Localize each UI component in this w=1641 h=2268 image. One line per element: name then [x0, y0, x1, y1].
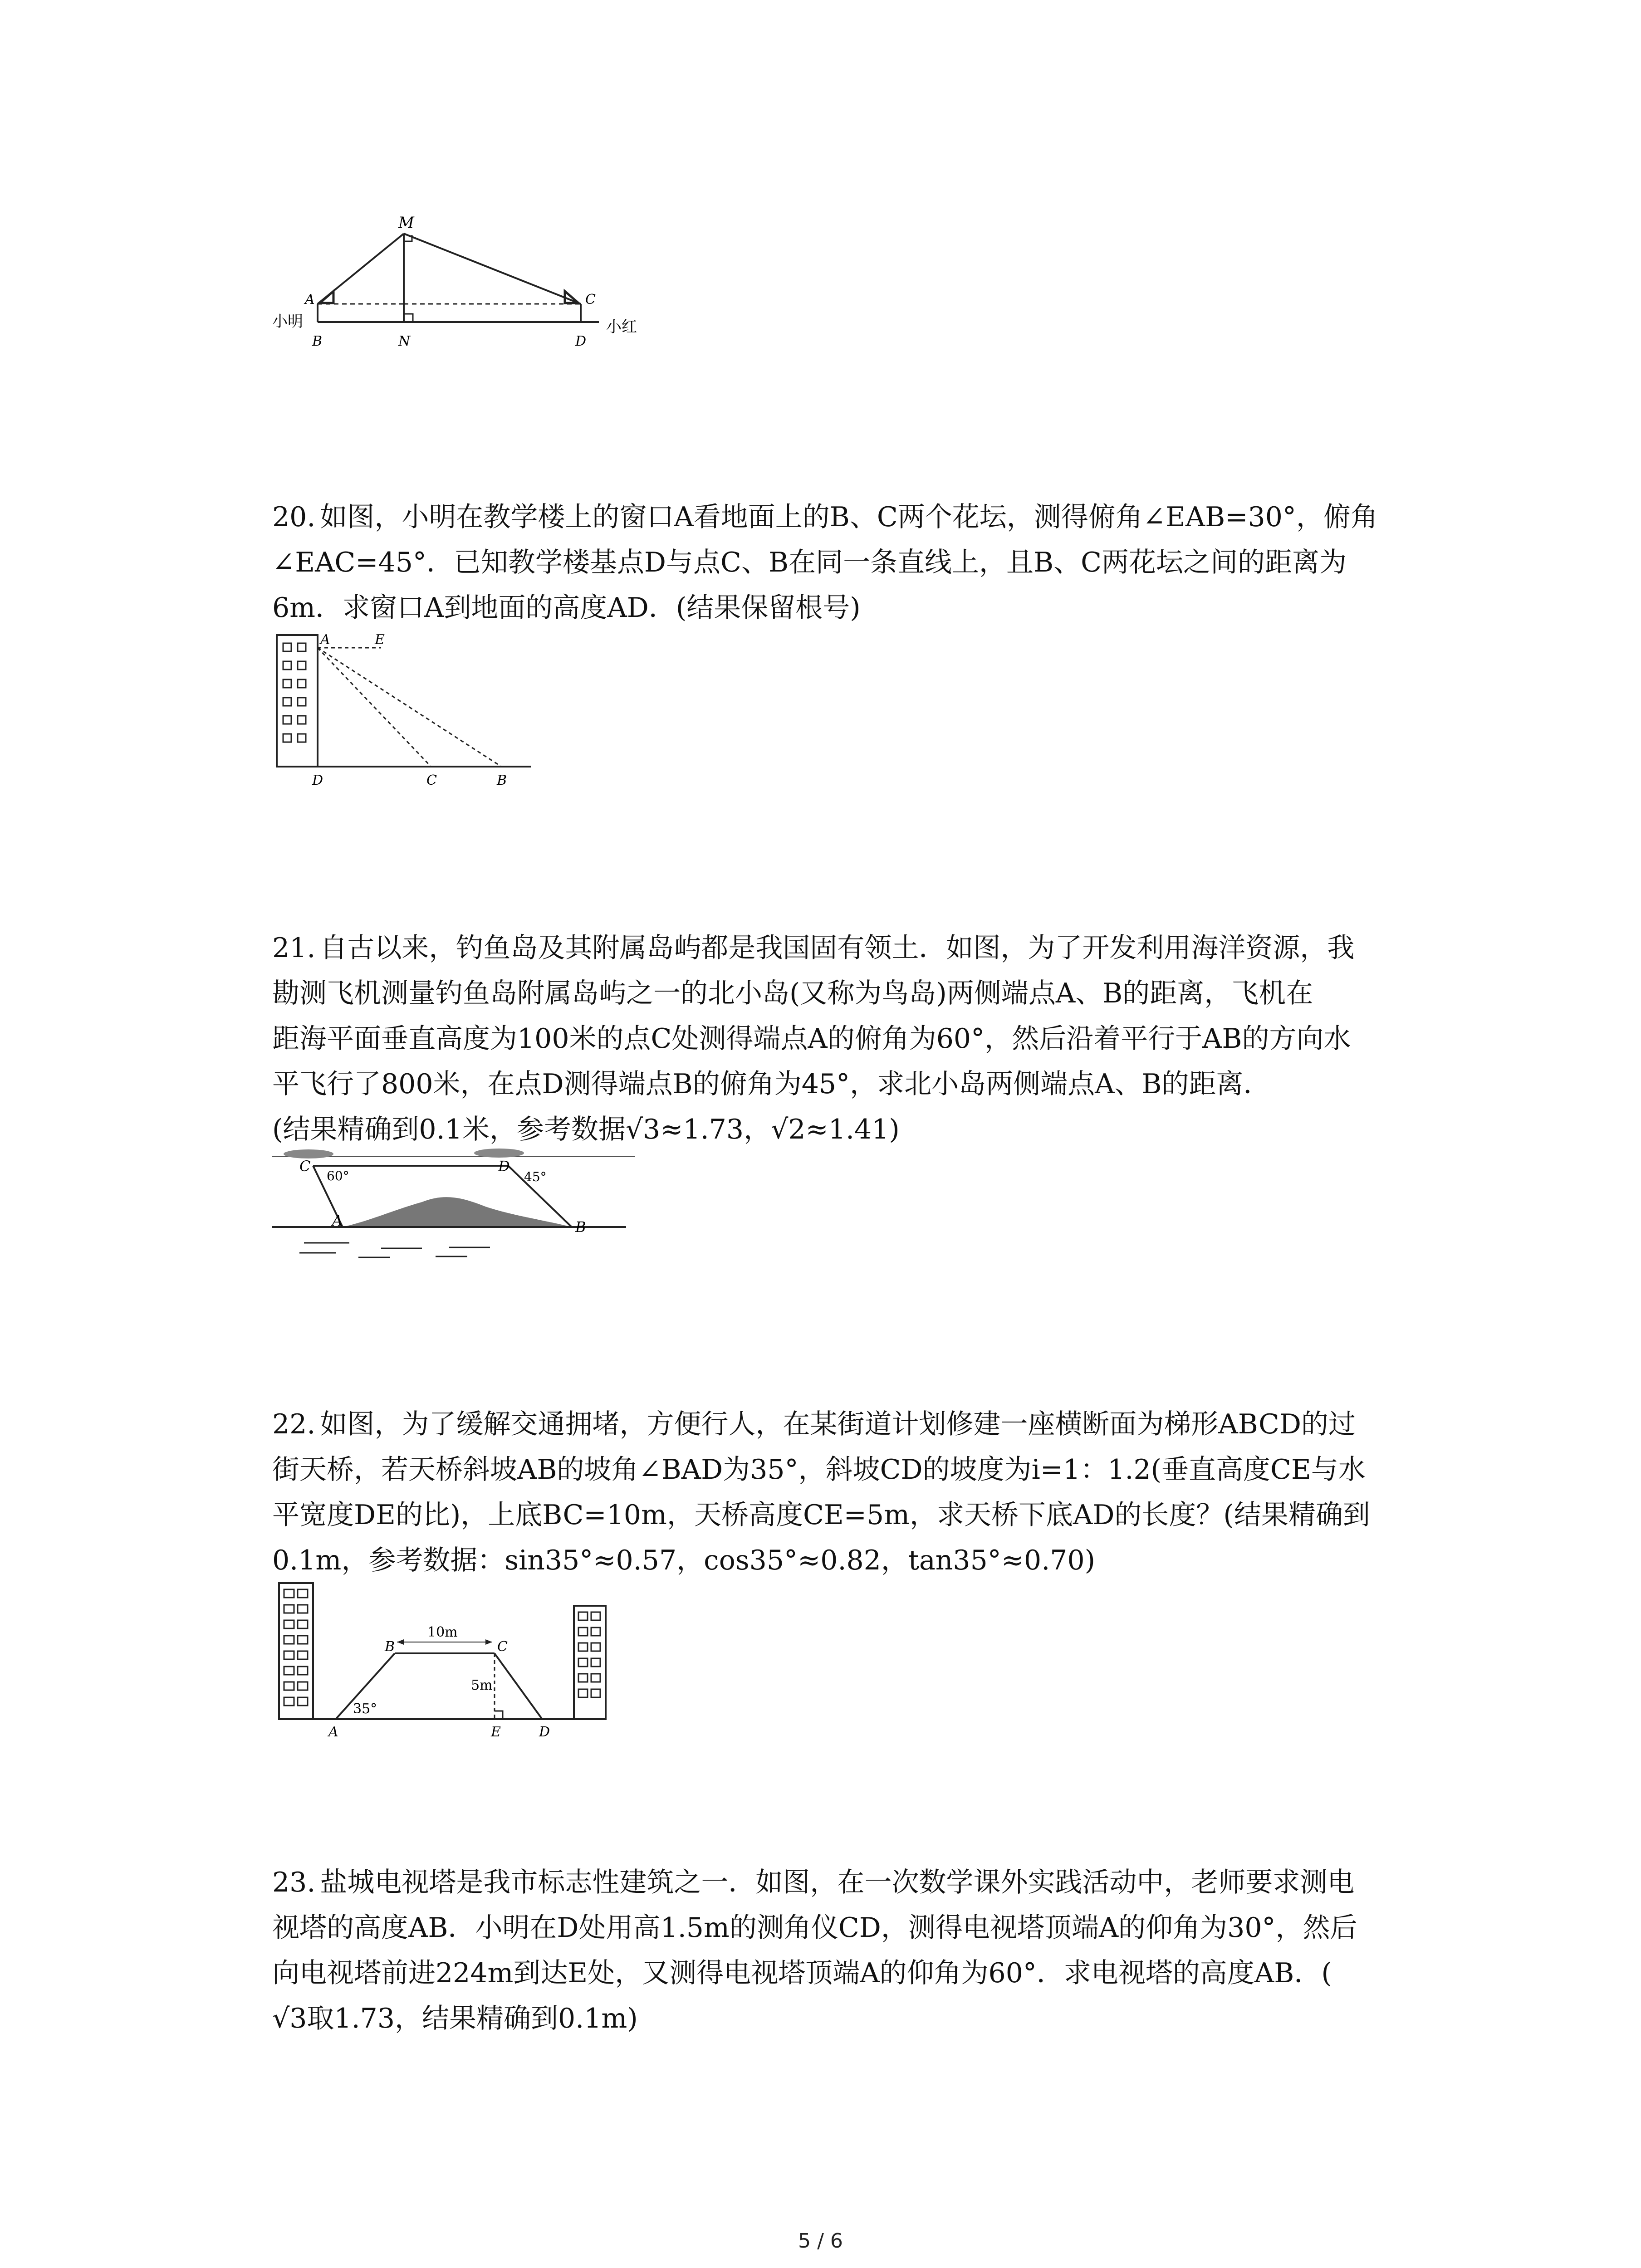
- label-c: C: [426, 772, 437, 788]
- figure-22: [272, 1579, 626, 1742]
- question-number: 21.: [272, 932, 316, 964]
- question-line: ∠EAC=45°．已知教学楼基点D与点C、B在同一条直线上，且B、C两花坛之间的距离为: [272, 547, 1347, 578]
- label-a: A: [305, 292, 315, 308]
- label-b: B: [497, 772, 507, 788]
- page-number: 5 / 6: [798, 2229, 843, 2253]
- windows: [283, 643, 306, 742]
- label-d: D: [539, 1724, 550, 1740]
- figure-19: [254, 213, 662, 376]
- question-line: 向电视塔前进224m到达E处，又测得电视塔顶端A的仰角为60°．求电视塔的高度AB．(: [272, 1957, 1332, 1989]
- question-line: 勘测飞机测量钓鱼岛附属岛屿之一的北小岛(又称为鸟岛)两侧端点A、B的距离，飞机在: [272, 978, 1313, 1009]
- label-e: E: [375, 632, 385, 648]
- figure-21: [272, 1143, 635, 1279]
- label-angle: 35°: [353, 1701, 377, 1717]
- question-line: 自古以来，钓鱼岛及其附属岛屿都是我国固有领土．如图，为了开发利用海洋资源，我: [320, 932, 1355, 964]
- question-line: 盐城电视塔是我市标志性建筑之一．如图，在一次数学课外实践活动中，老师要求测电: [320, 1867, 1355, 1898]
- label-a: A: [328, 1724, 338, 1740]
- label-c: C: [497, 1639, 508, 1655]
- question-number: 22.: [272, 1408, 316, 1440]
- question-line: 如图，小明在教学楼上的窗口A看地面上的B、C两个花坛，测得俯角∠EAB=30°，俯角: [320, 501, 1378, 533]
- label-b: B: [312, 333, 323, 349]
- label-c: C: [299, 1158, 311, 1175]
- label-d: D: [312, 772, 323, 788]
- protractor-a: [320, 291, 333, 303]
- label-angle45: 45°: [524, 1169, 547, 1184]
- label-e: E: [491, 1724, 501, 1740]
- question-line: 距海平面垂直高度为100米的点C处测得端点A的俯角为60°，然后沿着平行于AB的方向水: [272, 1023, 1351, 1055]
- question-line: (结果精确到0.1米，参考数据√3≈1.73，√2≈1.41): [272, 1114, 900, 1145]
- question-line: 平宽度DE的比)，上底BC=10m，天桥高度CE=5m，求天桥下底AD的长度？(结果精确到: [272, 1499, 1370, 1531]
- label-height: 5m: [471, 1677, 493, 1693]
- label-m: M: [398, 214, 414, 232]
- label-top: 10m: [427, 1624, 458, 1640]
- question-20: [272, 494, 1461, 631]
- question-line: 6m．求窗口A到地面的高度AD．(结果保留根号): [272, 592, 861, 624]
- label-b: B: [385, 1639, 395, 1655]
- plane-c: [284, 1149, 333, 1158]
- question-line: √3取1.73，结果精确到0.1m): [272, 2003, 638, 2034]
- label-angle60: 60°: [327, 1168, 349, 1183]
- figure-20: [268, 626, 549, 798]
- label-a: A: [332, 1212, 343, 1229]
- plane-d: [474, 1149, 524, 1158]
- question-line: 平飞行了800米，在点D测得端点B的俯角为45°，求北小岛两侧端点A、B的距离．: [272, 1068, 1271, 1100]
- question-number: 20.: [272, 501, 316, 533]
- question-line: 视塔的高度AB．小明在D处用高1.5m的测角仪CD，测得电视塔顶端A的仰角为30°，然后: [272, 1912, 1357, 1944]
- question-21: [272, 925, 1461, 1152]
- question-line: 街天桥，若天桥斜坡AB的坡角∠BAD为35°，斜坡CD的坡度为i=1：1.2(垂直高度CE与水: [272, 1454, 1366, 1486]
- label-d: D: [498, 1158, 510, 1175]
- label-d: D: [575, 333, 587, 349]
- island: [343, 1197, 572, 1227]
- question-line: 0.1m，参考数据：sin35°≈0.57，cos35°≈0.82，tan35°≈0.70): [272, 1545, 1096, 1576]
- question-23: [272, 1860, 1461, 2041]
- label-xiaoming: 小明: [272, 313, 303, 331]
- label-xiaohong: 小红: [606, 318, 637, 336]
- question-22: [272, 1402, 1461, 1583]
- label-n: N: [398, 333, 411, 349]
- question-line: 如图，为了缓解交通拥堵，方便行人，在某街道计划修建一座横断面为梯形ABCD的过: [320, 1408, 1356, 1440]
- question-number: 23.: [272, 1867, 316, 1898]
- label-a: A: [320, 632, 330, 648]
- label-b: B: [575, 1218, 586, 1236]
- label-c: C: [585, 292, 596, 308]
